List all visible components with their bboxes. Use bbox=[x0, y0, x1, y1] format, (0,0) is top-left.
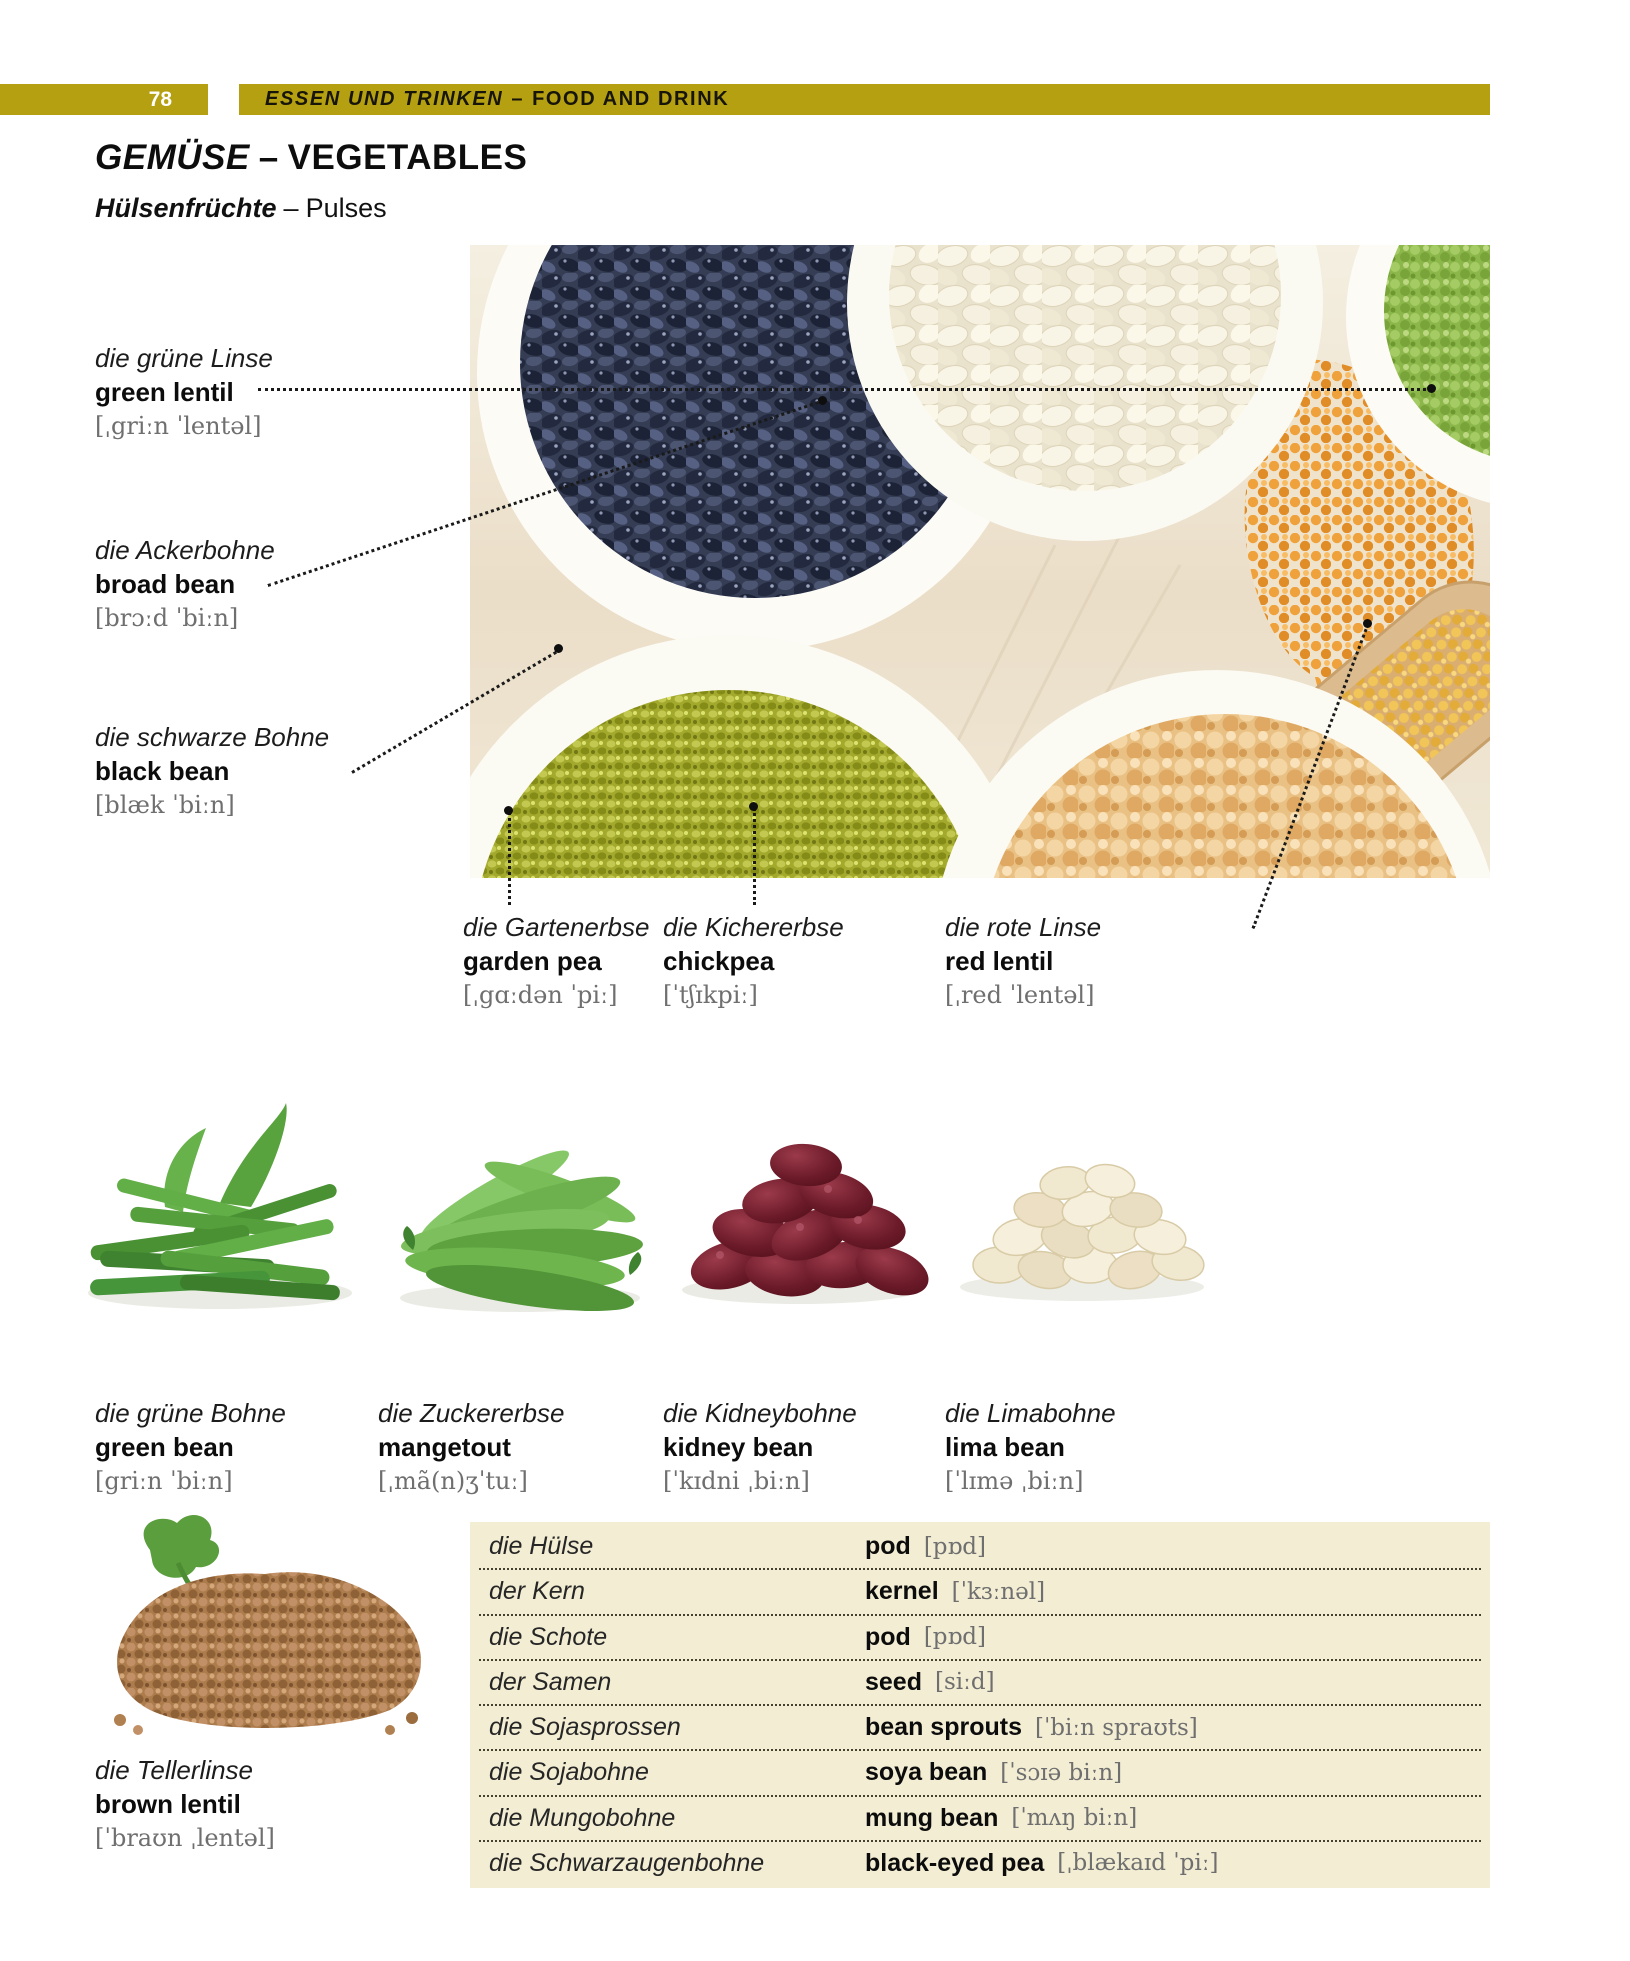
page-number: 78 bbox=[148, 87, 172, 111]
row-english: soya bean bbox=[865, 1758, 988, 1787]
row-ipa: [ˈbiːn spraʊts] bbox=[1034, 1714, 1198, 1741]
label-green-bean bbox=[95, 1396, 286, 1498]
term-english: garden pea bbox=[463, 946, 602, 976]
row-ipa: [siːd] bbox=[934, 1669, 995, 1696]
subtitle-german: Hülsenfrüchte bbox=[95, 193, 277, 223]
term-english: red lentil bbox=[945, 946, 1054, 976]
table-row bbox=[479, 1706, 1481, 1751]
row-german: die Schwarzaugenbohne bbox=[489, 1848, 765, 1877]
section-title-german: ESSEN UND TRINKEN bbox=[265, 88, 504, 110]
row-german: die Hülse bbox=[489, 1532, 594, 1561]
pulses-photo bbox=[470, 245, 1490, 878]
leader-dot-green-lentil bbox=[1427, 384, 1436, 393]
label-red-lentil bbox=[945, 910, 1101, 1012]
leader-line-garden-pea bbox=[508, 812, 511, 905]
row-english: mung bean bbox=[865, 1803, 999, 1832]
brown-lentils-image bbox=[90, 1508, 435, 1748]
page-title-german: GEMÜSE bbox=[95, 138, 250, 177]
label-chickpea bbox=[663, 910, 844, 1012]
leader-dot-red-lentil bbox=[1363, 619, 1372, 628]
term-ipa: [ˈtʃɪkpiː] bbox=[663, 981, 758, 1009]
term-english: black bean bbox=[95, 756, 230, 786]
label-mangetout bbox=[378, 1396, 564, 1498]
leader-dot-broad-bean bbox=[818, 396, 827, 405]
row-ipa: [ˈkɜːnəl] bbox=[951, 1578, 1046, 1605]
row-ipa: [ˈsɔɪə biːn] bbox=[1000, 1759, 1123, 1786]
term-english: lima bean bbox=[945, 1432, 1065, 1462]
table-row bbox=[479, 1525, 1481, 1570]
page-title-english: VEGETABLES bbox=[287, 138, 528, 177]
row-german: die Mungobohne bbox=[489, 1803, 676, 1832]
row-english: seed bbox=[865, 1667, 922, 1696]
term-english: green lentil bbox=[95, 377, 234, 407]
row-german: die Sojabohne bbox=[489, 1758, 649, 1787]
page-title-separator: – bbox=[258, 138, 279, 177]
label-garden-pea bbox=[463, 910, 649, 1012]
row-english: kernel bbox=[865, 1577, 939, 1606]
lima-beans-image bbox=[940, 1115, 1225, 1320]
label-kidney-bean bbox=[663, 1396, 857, 1498]
label-brown-lentil bbox=[95, 1753, 275, 1855]
term-ipa: [ˌgriːn ˈlentəl] bbox=[95, 412, 262, 440]
term-german: die grüne Bohne bbox=[95, 1398, 286, 1428]
term-ipa: [brɔːd ˈbiːn] bbox=[95, 604, 239, 632]
label-green-lentil bbox=[95, 341, 273, 443]
page-subtitle bbox=[95, 193, 387, 224]
term-english: chickpea bbox=[663, 946, 775, 976]
label-lima-bean bbox=[945, 1396, 1116, 1498]
term-ipa: [ˌmã(n)ʒˈtuː] bbox=[378, 1467, 528, 1495]
label-broad-bean bbox=[95, 533, 275, 635]
leader-dot-garden-pea bbox=[504, 806, 513, 815]
subtitle-separator: – bbox=[283, 193, 299, 223]
row-english: pod bbox=[865, 1532, 911, 1561]
term-english: green bean bbox=[95, 1432, 234, 1462]
section-title-english: FOOD AND DRINK bbox=[532, 88, 730, 110]
page-number-badge bbox=[0, 84, 208, 115]
table-row bbox=[479, 1797, 1481, 1842]
row-ipa: [ˌblækaɪd ˈpiː] bbox=[1057, 1850, 1219, 1877]
row-german: die Sojasprossen bbox=[489, 1713, 681, 1742]
term-german: die grüne Linse bbox=[95, 343, 273, 373]
row-english: black-eyed pea bbox=[865, 1848, 1045, 1877]
label-black-bean bbox=[95, 720, 329, 822]
leader-dot-chickpea bbox=[749, 802, 758, 811]
row-german: der Kern bbox=[489, 1577, 585, 1606]
term-german: die Kidneybohne bbox=[663, 1398, 857, 1428]
term-ipa: [ˌgɑːdən ˈpiː] bbox=[463, 981, 618, 1009]
term-german: die Kichererbse bbox=[663, 912, 844, 942]
row-ipa: [pɒd] bbox=[923, 1533, 986, 1560]
term-german: die Limabohne bbox=[945, 1398, 1116, 1428]
term-ipa: [ˌred ˈlentəl] bbox=[945, 981, 1095, 1009]
vocab-table bbox=[470, 1522, 1490, 1888]
term-german: die Zuckererbse bbox=[378, 1398, 565, 1428]
table-row bbox=[479, 1842, 1481, 1885]
table-row bbox=[479, 1751, 1481, 1796]
kidney-beans-image bbox=[660, 1105, 940, 1325]
subtitle-english: Pulses bbox=[305, 193, 387, 223]
term-english: broad bean bbox=[95, 569, 236, 599]
row-english: pod bbox=[865, 1622, 911, 1651]
term-german: die Tellerlinse bbox=[95, 1755, 254, 1785]
term-english: kidney bean bbox=[663, 1432, 814, 1462]
row-german: der Samen bbox=[489, 1667, 612, 1696]
green-beans-image bbox=[70, 1085, 370, 1330]
term-english: brown lentil bbox=[95, 1789, 241, 1819]
term-ipa: [griːn ˈbiːn] bbox=[95, 1467, 233, 1495]
row-ipa: [ˈmʌŋ biːn] bbox=[1011, 1805, 1138, 1832]
row-english: bean sprouts bbox=[865, 1713, 1022, 1742]
term-english: mangetout bbox=[378, 1432, 511, 1462]
term-german: die Ackerbohne bbox=[95, 535, 275, 565]
section-title-separator: – bbox=[511, 88, 525, 110]
term-german: die rote Linse bbox=[945, 912, 1102, 942]
pulses-photo-graphic bbox=[470, 245, 1490, 878]
term-ipa: [ˈbraʊn ˌlentəl] bbox=[95, 1824, 275, 1852]
row-ipa: [pɒd] bbox=[923, 1624, 986, 1651]
term-ipa: [ˈlɪmə ˌbiːn] bbox=[945, 1467, 1084, 1495]
leader-line-chickpea bbox=[753, 808, 756, 905]
table-row bbox=[479, 1661, 1481, 1706]
term-ipa: [ˈkɪdni ˌbiːn] bbox=[663, 1467, 810, 1495]
term-german: die Gartenerbse bbox=[463, 912, 650, 942]
section-header-bar bbox=[239, 84, 1490, 115]
row-german: die Schote bbox=[489, 1622, 608, 1651]
table-row bbox=[479, 1616, 1481, 1661]
mangetout-image bbox=[375, 1100, 665, 1330]
table-row bbox=[479, 1570, 1481, 1615]
term-ipa: [blæk ˈbiːn] bbox=[95, 791, 235, 819]
page-title bbox=[95, 138, 527, 178]
leader-dot-black-bean bbox=[554, 644, 563, 653]
leader-line-green-lentil bbox=[258, 388, 1432, 391]
term-german: die schwarze Bohne bbox=[95, 722, 330, 752]
